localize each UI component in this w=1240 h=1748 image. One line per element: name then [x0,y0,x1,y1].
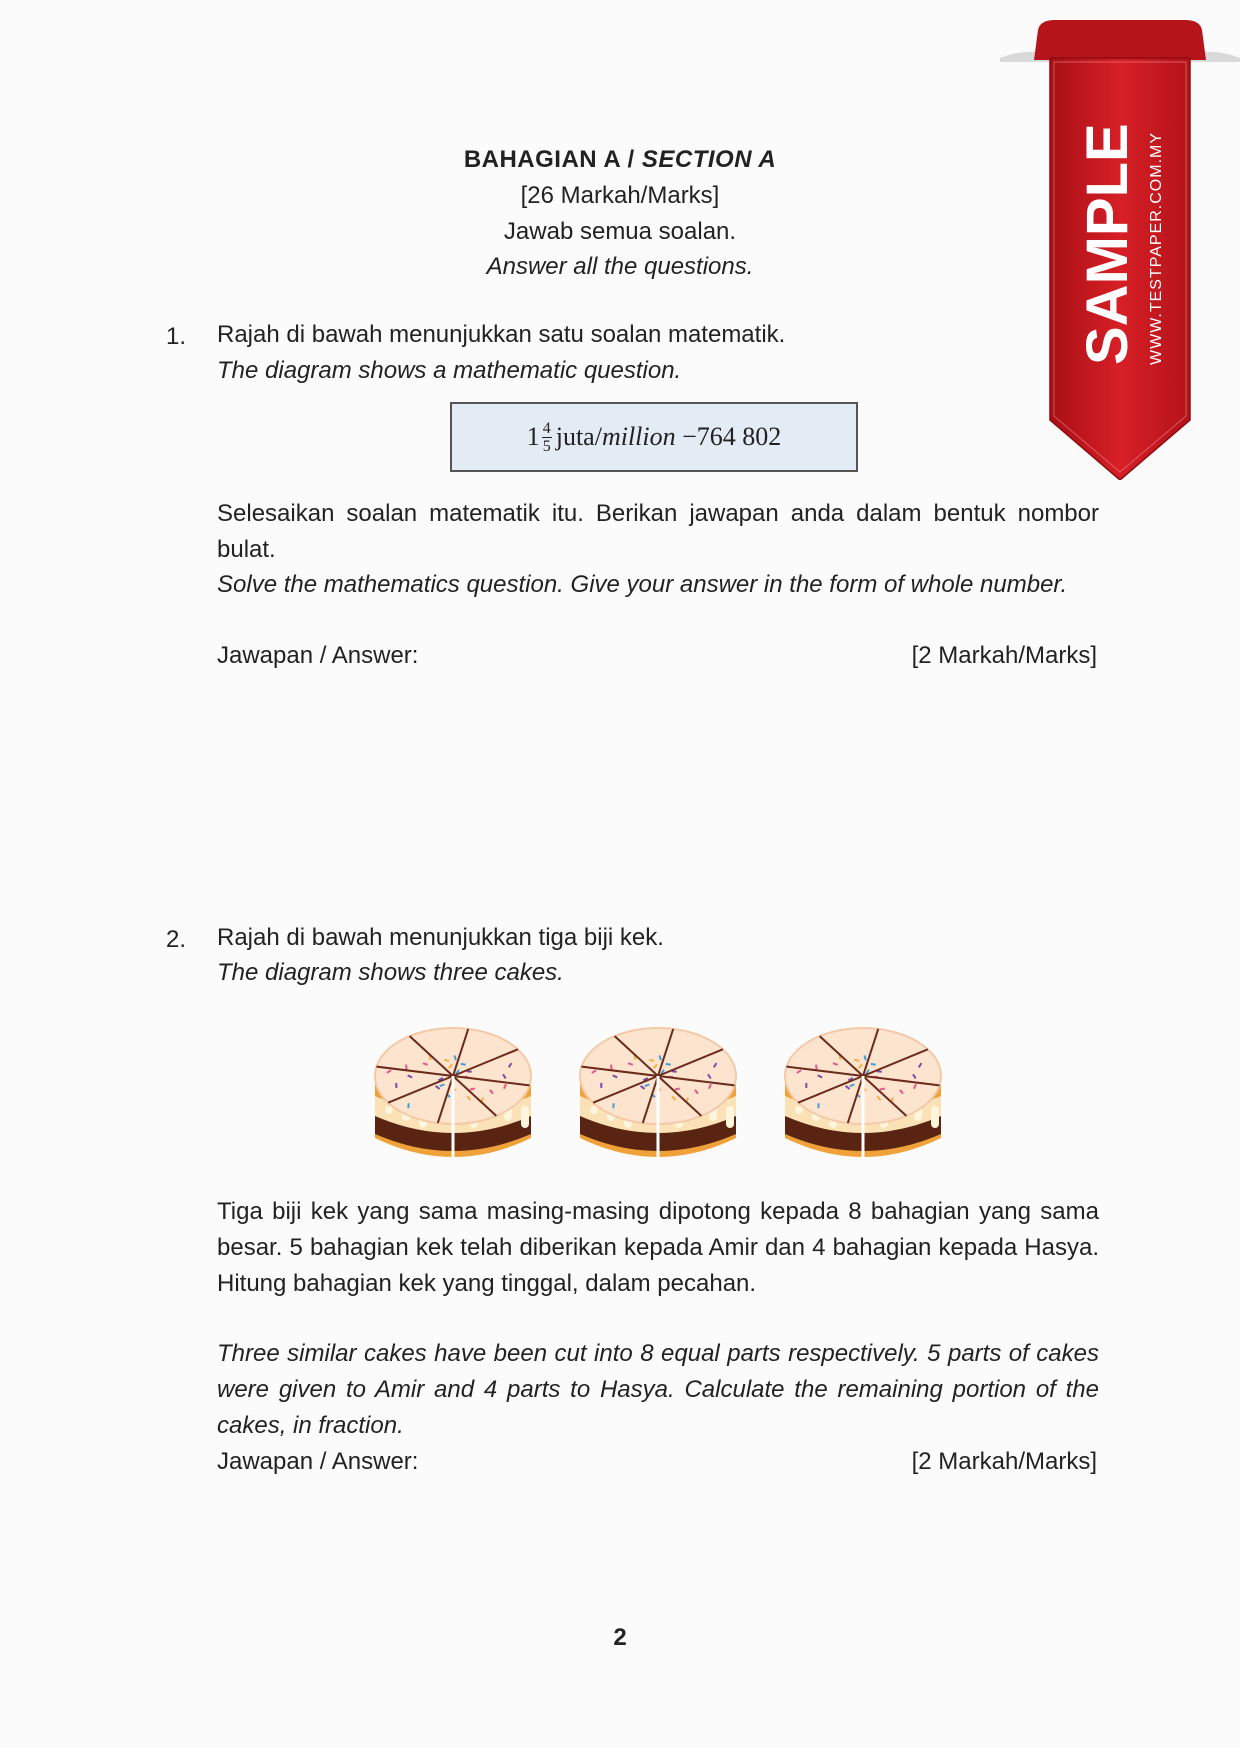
instruction-en: Answer all the questions. [486,253,754,280]
question-2-answer-space[interactable] [217,1495,1097,1605]
watermark-url-text: WWW.TESTPAPER.COM.MY [1148,131,1165,365]
question-2-task-bm: Tiga biji kek yang sama masing-masing dipotong kepada 8 bahagian yang sama besar. 5 bahagian kek telah diberikan kepada Amir dan 4 bahagian kepada Hasya. Hitung bahagian kek yang tinggal, dalam pecahan. [217,1198,1099,1297]
question-1-task-bm: Selesaikan soalan matematik itu. Berikan jawapan anda dalam bentuk nombor bulat. [217,500,1099,563]
section-marks: [26 Markah/Marks] [520,182,720,209]
fraction-numerator: 4 [542,419,551,437]
math-operation: −764 802 [675,422,782,451]
section-title-en: SECTION A [641,146,777,173]
instruction-bm: Jawab semua soalan. [503,218,737,245]
cakes-diagram [368,1018,948,1168]
question-marks: [2 Markah/Marks] [911,642,1097,669]
unit-en: million [601,422,676,451]
question-1-number: 1. [166,323,187,350]
question-marks: [2 Markah/Marks] [911,1448,1097,1475]
cake-image [573,1018,743,1168]
section-title-bm: BAHAGIAN A / [463,146,642,173]
question-1-answer-space[interactable] [217,690,1097,880]
question-2-answer-row [217,1448,1097,1476]
question-1-intro-bm: Rajah di bawah menunjukkan satu soalan matematik. [217,321,786,348]
unit-bm: juta/ [555,422,602,451]
mixed-whole: 1 [526,422,540,451]
sample-watermark-ribbon [1000,20,1240,480]
cake-image [368,1018,538,1168]
answer-label: Jawapan / Answer: [217,642,419,669]
math-question-box [450,402,858,472]
watermark-main-text: SAMPLE [1075,123,1140,365]
question-1-answer-row [217,642,1097,670]
question-2-task-en: Three similar cakes have been cut into 8 equal parts respectively. 5 parts of cakes were given to Amir and 4 parts to Hasya. Calculate the remaining portion of the cakes, in fraction. [217,1340,1099,1439]
fraction [542,420,552,455]
answer-label: Jawapan / Answer: [217,1448,419,1475]
mixed-number [527,420,552,455]
page-number: 2 [613,1624,627,1651]
question-1-task-en: Solve the mathematics question. Give your answer in the form of whole number. [217,571,1068,598]
question-2-number: 2. [166,926,187,953]
cake-image [778,1018,948,1168]
question-2-intro-bm: Rajah di bawah menunjukkan tiga biji kek. [217,924,664,951]
fraction-denominator: 5 [542,437,551,455]
question-1-intro-en: The diagram shows a mathematic question. [217,357,682,384]
question-2-intro-en: The diagram shows three cakes. [217,959,564,986]
